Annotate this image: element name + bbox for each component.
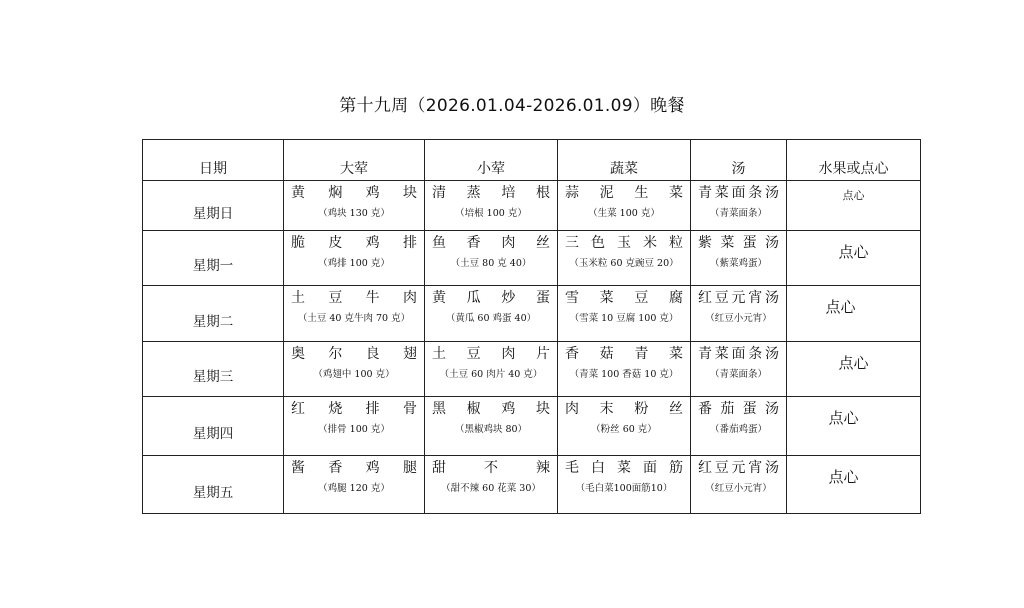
dish-quantity: （雪菜 10 豆腐 100 克） [569,313,679,324]
dish-name: 三色玉米粒 [565,235,683,251]
day-label: 星期日 [192,205,234,222]
dish-cell-small-meat [425,231,558,286]
dish-quantity: （黑椒鸡块 80） [454,424,528,435]
header-soup [691,140,787,181]
dish-quantity: （毛白菜100面筋10） [575,483,673,494]
dish-quantity: （青菜 100 香菇 10 克） [569,369,679,380]
dish-name: 酱香鸡腿 [291,460,417,476]
header-label: 汤 [731,161,746,177]
dish-name: 脆皮鸡排 [291,235,417,251]
dish-cell-veg [558,456,691,514]
dish-name: 香菇青菜 [565,346,683,362]
menu-table [142,139,921,514]
dish-cell-soup [691,181,787,231]
dish-quantity: （土豆 80 克 40） [450,258,532,269]
dish-quantity: （红豆小元宵） [705,313,772,324]
dish-quantity: （土豆 60 肉片 40 克） [439,369,543,380]
dish-cell-veg [558,231,691,286]
table-row [143,286,921,342]
dish-cell-veg [558,286,691,342]
day-label: 星期二 [192,313,234,330]
dish-name: 红豆元宵汤 [698,460,779,476]
snack-label: 点心 [828,409,859,427]
dish-quantity: （玉米粒 60 克豌豆 20） [569,258,679,269]
dish-name: 番茄蛋汤 [698,401,779,417]
dish-quantity: （紫菜鸡蛋） [709,258,767,269]
dish-name: 甜不辣 [432,460,550,476]
day-label: 星期五 [192,484,234,501]
dish-name: 土豆牛肉 [291,290,417,306]
header-vegetable [558,140,691,181]
dish-quantity: （培根 100 克） [455,208,527,219]
dish-quantity: （鸡块 130 克） [318,208,390,219]
dish-cell-big-meat [284,397,425,456]
dish-name: 红烧排骨 [291,401,417,417]
snack-cell [787,181,921,231]
table-row [143,342,921,397]
snack-cell [787,456,921,514]
table-row [143,231,921,286]
dish-name: 肉末粉丝 [565,401,683,417]
header-fruit-snack [787,140,921,181]
dish-name: 青菜面条汤 [698,185,779,201]
header-label: 蔬菜 [610,161,638,177]
dish-quantity: （土豆 40 克牛肉 70 克） [297,313,411,324]
dish-cell-soup [691,456,787,514]
snack-label: 点心 [838,354,869,372]
dish-cell-big-meat [284,456,425,514]
dish-quantity: （甜不辣 60 花菜 30） [441,483,541,494]
dish-cell-small-meat [425,342,558,397]
dish-quantity: （青菜面条） [709,369,767,380]
table-row [143,456,921,514]
dish-cell-veg [558,397,691,456]
dish-cell-soup [691,231,787,286]
dish-quantity: （鸡排 100 克） [318,258,390,269]
dish-cell-big-meat [284,342,425,397]
dish-cell-small-meat [425,456,558,514]
dish-cell-big-meat [284,231,425,286]
dish-cell-soup [691,342,787,397]
header-small-meat [425,140,558,181]
dish-name: 清蒸培根 [432,185,550,201]
dish-quantity: （鸡翅中 100 克） [313,369,395,380]
snack-cell [787,397,921,456]
dish-name: 黑椒鸡块 [432,401,550,417]
dish-name: 鱼香肉丝 [432,235,550,251]
day-cell [143,397,284,456]
dish-quantity: （青菜面条） [709,208,767,219]
dish-cell-small-meat [425,286,558,342]
day-cell [143,456,284,514]
dish-cell-soup [691,397,787,456]
snack-label: 点心 [838,243,869,261]
dish-name: 奥尔良翅 [291,346,417,362]
day-cell [143,286,284,342]
snack-cell [787,342,921,397]
dish-cell-big-meat [284,286,425,342]
dish-cell-small-meat [425,397,558,456]
dish-name: 紫菜蛋汤 [698,235,779,251]
day-cell [143,231,284,286]
day-label: 星期一 [192,258,234,274]
page-title: 第十九周（2026.01.04-2026.01.09）晚餐 [339,96,685,116]
snack-label: 点心 [828,468,859,486]
dish-cell-veg [558,181,691,231]
table-header-row [143,140,921,181]
snack-cell [787,286,921,342]
header-label: 小荤 [477,161,505,177]
dish-name: 青菜面条汤 [698,346,779,362]
day-label: 星期三 [192,369,234,385]
header-label: 日期 [199,161,227,177]
header-big-meat [284,140,425,181]
dish-quantity: （鸡腿 120 克） [318,483,390,494]
dish-name: 黄焖鸡块 [291,185,417,201]
dish-quantity: （排骨 100 克） [318,424,390,435]
dish-quantity: （黄瓜 60 鸡蛋 40） [445,313,537,324]
dish-cell-soup [691,286,787,342]
snack-label: 点心 [842,189,865,202]
dish-name: 红豆元宵汤 [698,290,779,306]
header-label: 水果或点心 [818,161,889,177]
table-row [143,397,921,456]
table-row [143,181,921,231]
dish-name: 黄瓜炒蛋 [432,290,550,306]
dish-name: 雪菜豆腐 [565,290,683,306]
dish-cell-veg [558,342,691,397]
header-label: 大荤 [340,161,368,177]
day-cell [143,342,284,397]
day-cell [143,181,284,231]
dish-name: 毛白菜面筋 [565,460,683,476]
snack-cell [787,231,921,286]
header-date [143,140,284,181]
dish-quantity: （番茄鸡蛋） [709,424,767,435]
dish-quantity: （粉丝 60 克） [591,424,657,435]
dish-name: 蒜泥生菜 [565,185,683,201]
dish-cell-big-meat [284,181,425,231]
dish-quantity: （红豆小元宵） [705,483,772,494]
snack-label: 点心 [825,298,856,316]
dish-name: 土豆肉片 [432,346,550,362]
dish-quantity: （生菜 100 克） [588,208,660,219]
dish-cell-small-meat [425,181,558,231]
day-label: 星期四 [192,426,234,442]
